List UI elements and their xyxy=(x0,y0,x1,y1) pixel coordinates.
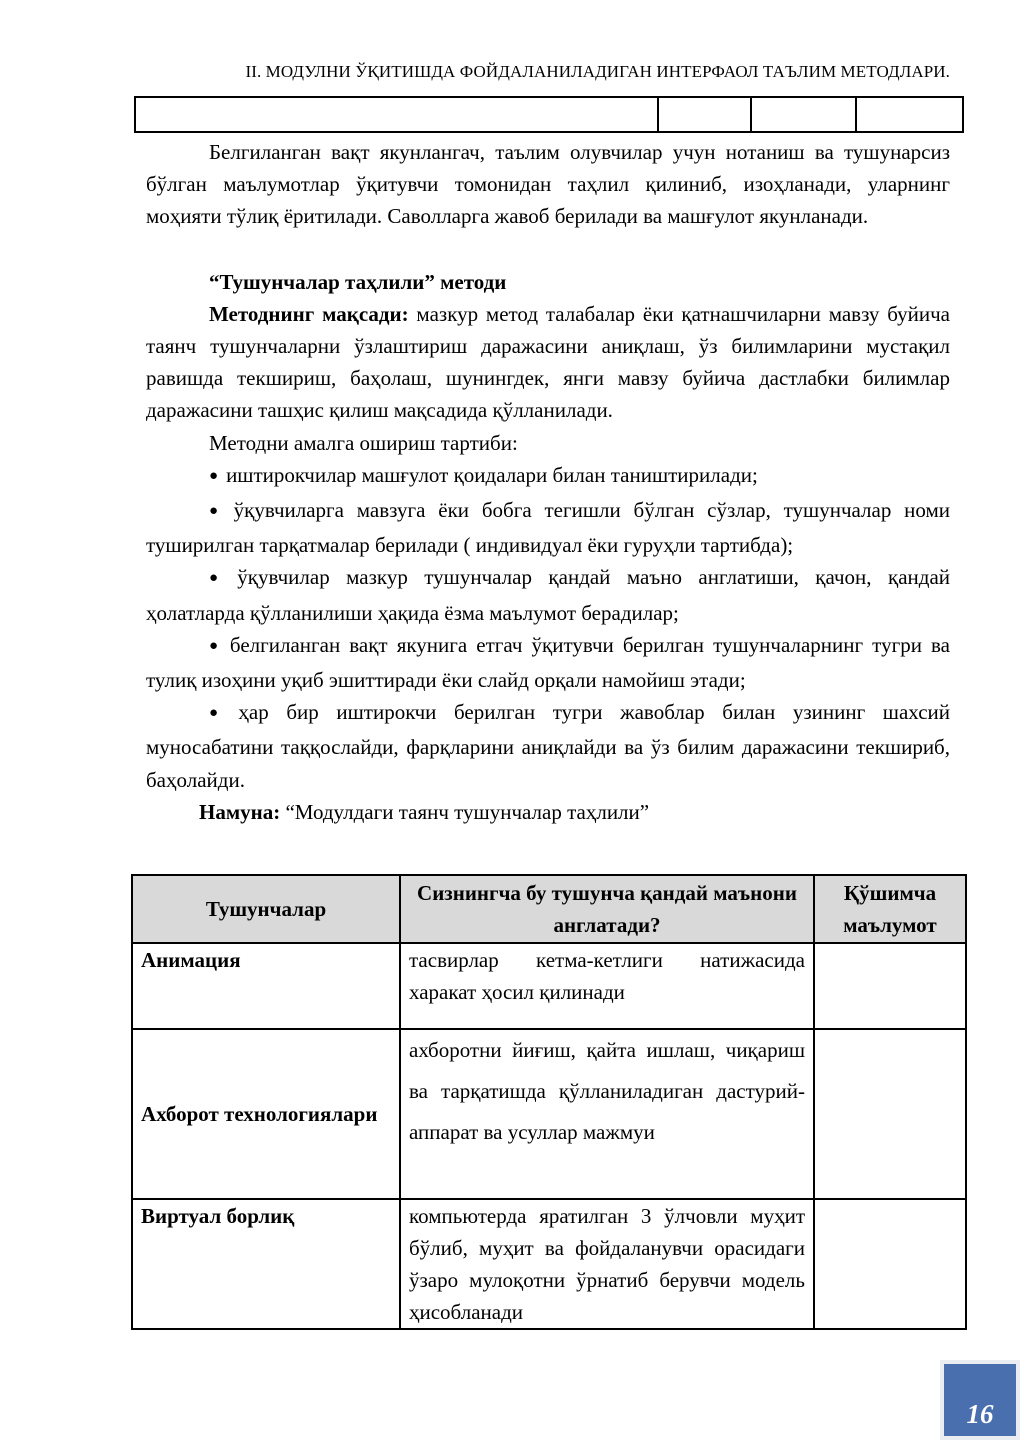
page-number: 16 xyxy=(944,1364,1016,1436)
bullet-icon: ● xyxy=(209,503,226,520)
bullet-icon: ● xyxy=(209,705,231,722)
extra-cell xyxy=(814,1029,966,1199)
bullet-icon: ● xyxy=(209,637,222,654)
table-row xyxy=(132,943,966,1029)
bullet-icon: ● xyxy=(209,570,230,587)
extra-cell xyxy=(814,1199,966,1329)
table-row xyxy=(132,1199,966,1329)
continued-table-row xyxy=(134,96,964,133)
table-header-cell: Қўшимча маълумот xyxy=(814,875,966,943)
term-cell: Виртуал борлиқ xyxy=(132,1199,400,1329)
intro-paragraph: Белгиланган вақт якунлангач, таълим олувчилар учун нотаниш ва тушунарсиз бўлган маълумотлар ўқитувчи томонидан таҳлил қилиниб, изоҳланади, уларнинг моҳияти тўлиқ ёритилади. Саволларга жавоб берилади ва машғулот якунланади. xyxy=(146,140,950,229)
bullet-icon: ● xyxy=(209,467,219,484)
list-item: ● иштирокчилар машғулот қоидалари билан таништирилади; xyxy=(209,462,758,487)
table-header-cell: Тушунчалар xyxy=(132,875,400,943)
running-header: II. МОДУЛНИ ЎҚИТИШДА ФОЙДАЛАНИЛАДИГАН ИНТЕРФАОЛ ТАЪЛИМ МЕТОДЛАРИ. xyxy=(245,62,950,81)
meaning-cell: ахборотни йиғиш, қайта ишлаш, чиқариш ва тарқатишда қўлланиладиган дастурий-аппарат ва усуллар мажмуи xyxy=(400,1029,814,1199)
sample-text: “Модулдаги таянч тушунчалар таҳлили” xyxy=(280,799,650,824)
concepts-table xyxy=(131,874,967,1330)
method-title: “Тушунчалар таҳлили” методи xyxy=(209,269,507,294)
empty-cell xyxy=(856,97,963,132)
method-goal-label: Методнинг мақсади: xyxy=(209,301,409,326)
extra-cell xyxy=(814,943,966,1029)
page-number-box xyxy=(940,1360,1020,1440)
method-goal-paragraph xyxy=(146,298,950,427)
empty-cell xyxy=(135,97,658,132)
list-item: ● ўқувчиларга мавзуга ёки бобга тегишли бўлган сўзлар, тушунчалар номи туширилган тарқатмалар берилади ( индивидуал ёки гуруҳли тартибда); xyxy=(146,498,950,558)
term-cell: Анимация xyxy=(132,943,400,1029)
term-cell: Ахборот технологиялари xyxy=(132,1029,400,1199)
table-row xyxy=(132,1029,966,1199)
meaning-cell: тасвирлар кетма-кетлиги натижасида харакат ҳосил қилинади xyxy=(400,943,814,1029)
sample-label: Намуна: xyxy=(199,799,281,824)
method-goal-text: мазкур метод талабалар ёки қатнашчиларни мавзу буйича таянч тушунчаларни ўзлаштириш даражасини аниқлаш, ўз билимларини мустақил равишда текшириш, баҳолаш, шунингдек, янги мавзу буйича дастлабки билимлар даражасини ташҳис қилиш мақсадида қўлланилади. xyxy=(146,301,950,423)
table-header-cell: Сизнингча бу тушунча қандай маънони англатади? xyxy=(400,875,814,943)
meaning-cell: компьютерда яратилган 3 ўлчовли муҳит бўлиб, муҳит ва фойдаланувчи орасидаги ўзаро мулоқотни ўрнатиб берувчи модель ҳисобланади xyxy=(400,1199,814,1329)
list-item: ● белгиланган вақт якунига етгач ўқитувчи берилган тушунчаларнинг тугри ва тулиқ изоҳини уқиб эшиттиради ёки слайд орқали намойиш этади; xyxy=(146,632,950,693)
procedure-title: Методни амалга ошириш тартиби: xyxy=(209,430,518,455)
list-item: ● ҳар бир иштирокчи берилган тугри жавоблар билан узининг шахсий муносабатини таққослайди, фарқларини аниқлайди ва ўз билим даражасини текшириб, баҳолайди. xyxy=(146,700,950,792)
page-body xyxy=(146,136,950,828)
empty-cell xyxy=(658,97,751,132)
sample-line xyxy=(146,796,950,828)
empty-cell xyxy=(751,97,856,132)
list-item: ● ўқувчилар мазкур тушунчалар қандай маъно англатиши, қачон, қандай ҳолатларда қўлланилиши ҳақида ёзма маълумот берадилар; xyxy=(146,565,950,625)
